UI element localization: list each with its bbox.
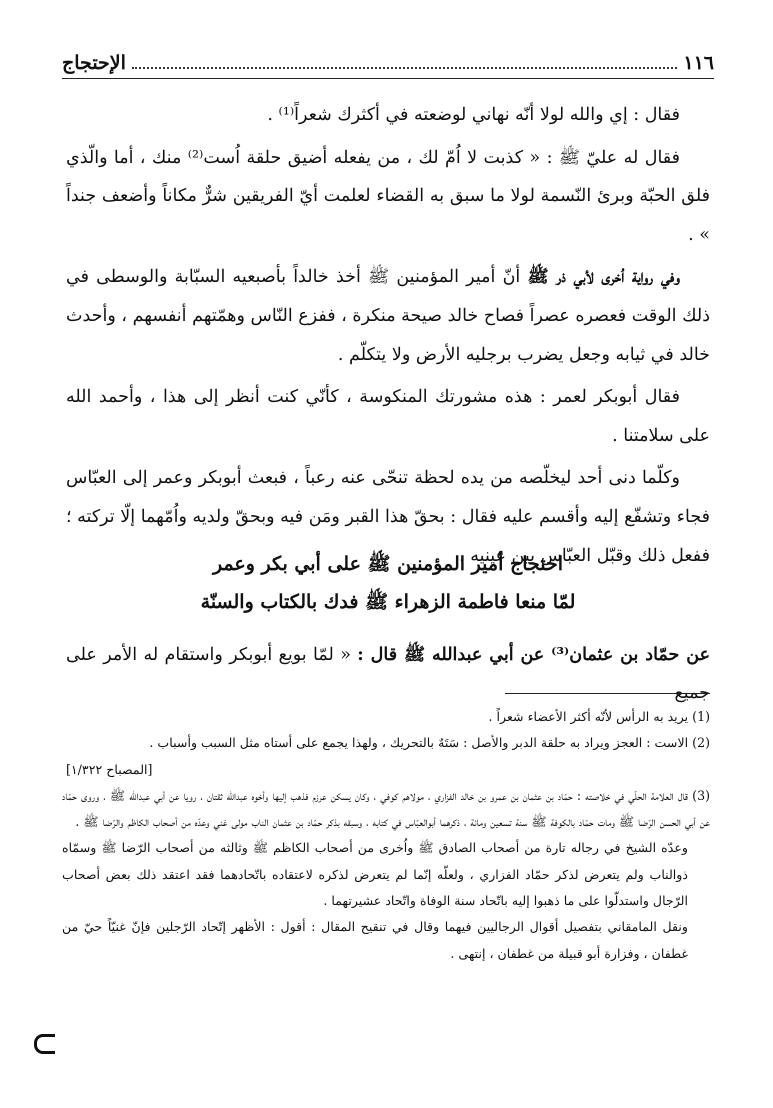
page-number: ١١٦ xyxy=(683,52,714,74)
section-opening xyxy=(66,636,710,712)
section-heading-line-2: لمّا منعا فاطمة الزهراء ﷺ فدك بالكتاب والسنّة xyxy=(200,591,576,613)
main-text xyxy=(66,96,710,579)
header-dot-leader xyxy=(132,67,677,69)
paragraph-3-lead: وفي رواية اُخرى لأبي ذر ﷺ xyxy=(527,267,680,288)
running-header xyxy=(62,44,714,79)
section-opening-text: « لمّا بويع أبوبكر واستقام له الأمر على جميع xyxy=(66,645,710,703)
footnote-3-closing: ونقل المامقاني بتفصيل أقوال الرجاليين فيهما وقال في تنقيح المقال : أقول : الأظهر إتّحاد الرّجلين فإنّ غنيّاً حيّ من غطفان ، وفزارة أبو قبيلة من غطفان ، إنتهى . xyxy=(62,919,688,961)
footnote-separator xyxy=(505,693,710,694)
paragraph-3-text: أنّ أمير المؤمنين ﷺ أخذ خالداً بأصبعيه السبّابة والوسطى في ذلك الوقت فعصره عصراً فصاح خالد صيحة منكرة ، ففزع النّاس وهمّتهم أنفسهم ، وأحدث خالد في ثيابه وجعل يضرب برجليه الأرض ولا يتكلّم . xyxy=(66,267,710,365)
paragraph-3 xyxy=(66,258,710,374)
footnote-1: (1) يريد به الرأس لأنّه أكثر الأعضاء شعراً . xyxy=(488,709,710,724)
footnote-3-continued: وعدّه الشيخ في رجاله تارة من أصحاب الصادق ﷺ واُخرى من أصحاب الكاظم ﷺ وثالثه من أصحاب الرّضا ﷺ وسمّاه ذوالناب ولم يتعرض لذكر حمّاد الفزاري ، ولعلّه إنّما لم يتعرض لذكره لاعتقاده باتّحادهما فقد اعتقد ذلك بعض أصحاب الرّجال واستدلّوا على ما ذهبوا إليه باتّحاد سنة الوفاة واتّحاد عشيرتهما . xyxy=(62,840,688,909)
footnote-2: (2) الاست : العجز ويراد به حلقة الدبر والأصل : سَتَهٌ بالتحريك ، ولهذا يجمع على أستاه مثل السبب وأسباب . xyxy=(149,735,710,751)
paragraph-2: فقال له عليّ ﷺ : « كذبت لا اُمّ لك ، من يفعله أضيق حلقة اُست⁽²⁾ منك ، أما والّذي فلق الحبّة وبرئ النّسمة لولا ما سبق به القضاء لعلمت أيّ الفريقين شرٌّ مكاناً وأضعف جنداً » . xyxy=(66,147,710,245)
section-heading-line-1: احتجاج أمير المؤمنين ﷺ على أبي بكر وعمر xyxy=(212,553,564,575)
running-title: الإحتجاج xyxy=(62,52,126,74)
section-opening-lead: عن حمّاد بن عثمان⁽³⁾ عن أبي عبدالله ﷺ قال : xyxy=(357,645,711,665)
paragraph-4: فقال أبوبكر لعمر : هذه مشورتك المنكوسة ، كأنّي كنت أنظر إلى هذا ، وأحمد الله على سلامتنا . xyxy=(66,387,710,446)
paragraph-5: وكلّما دنى أحد ليخلّصه من يده لحظة تنحّى عنه رعباً ، فبعث أبوبكر وعمر إلى العبّاس فجاء وتشفّع إليه وأقسم عليه فقال : بحقّ هذا القبر ومَن فيه وبحقّ ولديه واُمّهما إلّا تركته ؛ ففعل ذلك وقبّل العبّاس بين عينيه . xyxy=(66,468,710,566)
paragraph-1: فقال : إي والله لولا أنّه نهاني لوضعته في أكثرك شعراً⁽¹⁾ . xyxy=(267,105,680,125)
footnote-3: (3) قال العلامة الحلّي في خلاصته : حمّاد بن عثمان بن عمرو بن خالد الفزاري ، مولاهم كوفي ، وكان يسكن عرزم فذهب إليها وأخوه عبدالله ثقتان ، رويا عن أبي عبدالله ﷺ ، وروى حمّاد عن أبي الحسن الرّضا ﷺ ومات حمّاد بالكوفة ﷺ سنة تسعين ومائة ، ذكرهما أبوالعبّاس في كتابه ، وسبقه بذكر حمّاد بن عثمان الناب مولى غني وعدّه من أصحاب الكاظم والرّضا ﷺ . xyxy=(62,787,710,830)
footnote-2-reference: [المصباح ١/٣٢٢] xyxy=(66,761,153,777)
continuation-mark-icon xyxy=(34,1034,55,1054)
footnotes xyxy=(62,704,710,967)
